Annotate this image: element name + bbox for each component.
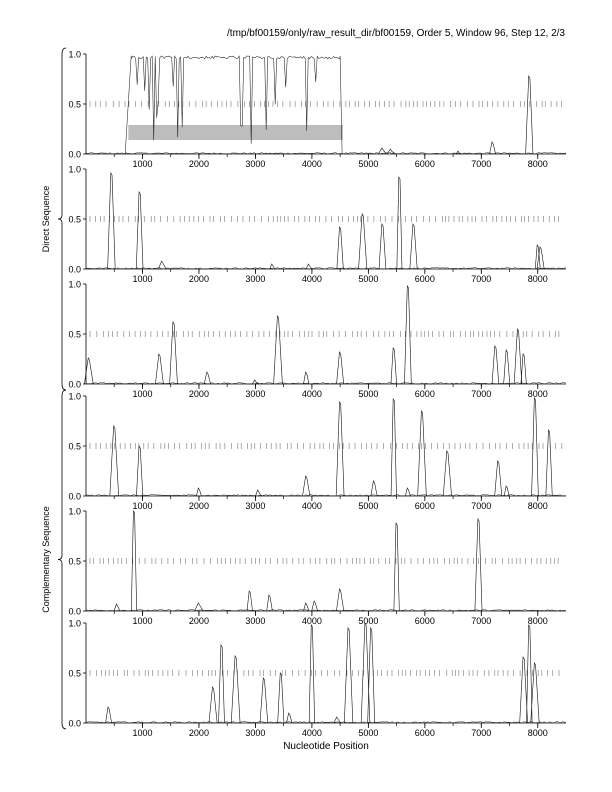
- y-tick-label: 0.0: [68, 379, 81, 390]
- x-tick-label: 3000: [245, 501, 266, 511]
- y-tick-label: 0.0: [68, 718, 81, 729]
- y-tick-label: 0.5: [68, 214, 81, 225]
- peak-0: [106, 707, 112, 723]
- peak-2: [196, 488, 201, 496]
- x-tick-label: 3000: [245, 159, 266, 169]
- x-tick-label: 1000: [132, 728, 153, 738]
- peak-5: [274, 316, 283, 384]
- peak-1: [136, 446, 142, 496]
- y-tick-label: 1.0: [68, 391, 81, 402]
- peak-1: [131, 511, 136, 611]
- group-label: Complementary Sequence: [41, 506, 51, 613]
- x-tick-label: 6000: [414, 274, 435, 284]
- x-tick-label: 8000: [527, 501, 548, 511]
- peak-4: [303, 476, 310, 496]
- y-tick-label: 0.0: [68, 264, 81, 275]
- y-tick-label: 0.5: [68, 99, 81, 110]
- peak-3: [204, 372, 210, 384]
- panel-direct-frame-3: [68, 280, 566, 400]
- orf-marks: [90, 558, 558, 564]
- peak-13: [532, 398, 539, 496]
- y-tick-label: 0.5: [68, 668, 81, 679]
- y-tick-label: 0.5: [68, 441, 81, 452]
- x-tick-label: 4000: [301, 389, 322, 399]
- x-tick-label: 5000: [358, 616, 379, 626]
- x-tick-label: 2000: [188, 389, 209, 399]
- y-tick-label: 1.0: [68, 49, 81, 60]
- x-tick-label: 2000: [188, 274, 209, 284]
- highlight-band: [128, 125, 343, 140]
- y-tick-label: 0.0: [68, 149, 81, 160]
- x-tick-label: 7000: [471, 389, 492, 399]
- peak-5: [278, 673, 284, 723]
- peak-3: [231, 656, 240, 723]
- peak-3: [247, 591, 252, 611]
- x-tick-label: 1000: [132, 616, 153, 626]
- peak-2: [219, 645, 225, 723]
- peak-6: [303, 372, 308, 384]
- peak-7: [379, 224, 386, 269]
- y-tick-label: 0.0: [68, 491, 81, 502]
- peak-0: [110, 426, 119, 496]
- peak-10: [492, 346, 499, 384]
- x-tick-label: 2000: [188, 728, 209, 738]
- y-tick-label: 1.0: [68, 618, 81, 629]
- x-tick-label: 2000: [188, 501, 209, 511]
- peak-3: [490, 142, 496, 154]
- x-tick-label: 4000: [301, 274, 322, 284]
- x-tick-label: 7000: [471, 274, 492, 284]
- x-tick-label: 5000: [358, 501, 379, 511]
- orf-marks: [90, 670, 559, 676]
- peak-12: [504, 486, 509, 496]
- peak-6: [371, 481, 377, 496]
- panel-complementary-frame-1: [68, 392, 566, 512]
- x-tick-label: 4000: [301, 501, 322, 511]
- peak-10: [361, 623, 370, 723]
- x-tick-label: 8000: [527, 274, 548, 284]
- panel-complementary-frame-3: [68, 619, 566, 739]
- peak-11: [504, 350, 510, 384]
- x-tick-label: 4000: [301, 728, 322, 738]
- peak-2: [456, 151, 461, 154]
- peak-1: [136, 192, 143, 269]
- x-tick-label: 8000: [527, 389, 548, 399]
- x-tick-label: 1000: [132, 501, 153, 511]
- panel-complementary-frame-2: [68, 507, 566, 627]
- peak-6: [312, 601, 318, 611]
- peak-14: [546, 430, 552, 496]
- peak-13: [526, 625, 532, 723]
- orf-marks: [90, 331, 559, 337]
- peak-5: [337, 227, 343, 269]
- x-tick-label: 4000: [301, 159, 322, 169]
- peak-11: [537, 247, 544, 269]
- peak-8: [391, 348, 397, 384]
- peak-6: [359, 214, 367, 269]
- peak-7: [337, 352, 344, 384]
- peak-0: [114, 604, 120, 611]
- x-tick-label: 7000: [471, 728, 492, 738]
- panels: [68, 50, 566, 739]
- y-tick-label: 1.0: [68, 164, 81, 175]
- x-tick-label: 6000: [414, 728, 435, 738]
- x-tick-label: 3000: [245, 728, 266, 738]
- y-tick-label: 0.5: [68, 329, 81, 340]
- peak-12: [514, 329, 522, 384]
- x-tick-label: 1000: [132, 274, 153, 284]
- y-tick-label: 1.0: [68, 506, 81, 517]
- x-tick-label: 5000: [358, 728, 379, 738]
- peak-9: [418, 411, 427, 496]
- x-tick-label: 7000: [471, 616, 492, 626]
- peak-7: [336, 589, 343, 611]
- peak-4: [306, 264, 312, 269]
- x-tick-label: 1000: [132, 159, 153, 169]
- x-tick-label: 6000: [414, 159, 435, 169]
- peak-10: [443, 451, 451, 496]
- x-tick-label: 5000: [358, 274, 379, 284]
- orf-marks: [90, 216, 559, 222]
- peak-8: [397, 177, 402, 269]
- x-tick-label: 6000: [414, 501, 435, 511]
- group-label: Direct Sequence: [41, 185, 51, 253]
- x-tick-label: 3000: [245, 274, 266, 284]
- x-tick-label: 5000: [358, 159, 379, 169]
- panel-direct-frame-2: [68, 165, 566, 285]
- peak-4: [526, 76, 533, 154]
- peak-4: [260, 678, 268, 723]
- x-tick-label: 6000: [414, 389, 435, 399]
- peak-9: [475, 519, 482, 611]
- x-tick-label: 5000: [358, 389, 379, 399]
- peak-9: [344, 628, 352, 723]
- x-tick-label: 2000: [188, 159, 209, 169]
- peak-1: [155, 354, 163, 384]
- peak-1: [209, 687, 217, 723]
- x-tick-label: 3000: [245, 616, 266, 626]
- y-tick-label: 0.0: [68, 606, 81, 617]
- chart-title: /tmp/bf00159/only/raw_result_dir/bf00159, Order 5, Window 96, Step 12, 2/3: [227, 28, 565, 39]
- panel-direct-frame-1: [68, 50, 566, 170]
- peak-7: [391, 399, 396, 496]
- y-tick-label: 0.5: [68, 556, 81, 567]
- peak-4: [267, 595, 273, 611]
- orf-marks: [90, 443, 562, 449]
- peak-9: [410, 224, 417, 269]
- x-tick-label: 4000: [301, 616, 322, 626]
- x-tick-label: 7000: [471, 159, 492, 169]
- x-tick-label: 8000: [527, 159, 548, 169]
- peak-1: [387, 149, 395, 154]
- group-bracket: [58, 390, 66, 729]
- group-bracket: [58, 48, 66, 390]
- x-tick-label: 3000: [245, 389, 266, 399]
- x-tick-label: 2000: [188, 616, 209, 626]
- peak-11: [495, 461, 502, 496]
- x-tick-label: 7000: [471, 501, 492, 511]
- peak-6: [287, 713, 293, 723]
- x-tick-label: 8000: [527, 616, 548, 626]
- x-tick-label: 6000: [414, 616, 435, 626]
- peak-8: [405, 488, 410, 496]
- peak-8: [394, 523, 399, 611]
- x-tick-label: 1000: [132, 389, 153, 399]
- peak-2: [170, 322, 178, 384]
- orf-marks: [90, 101, 562, 107]
- x-axis-label: Nucleotide Position: [283, 741, 369, 752]
- y-tick-label: 1.0: [68, 279, 81, 290]
- x-tick-label: 8000: [527, 728, 548, 738]
